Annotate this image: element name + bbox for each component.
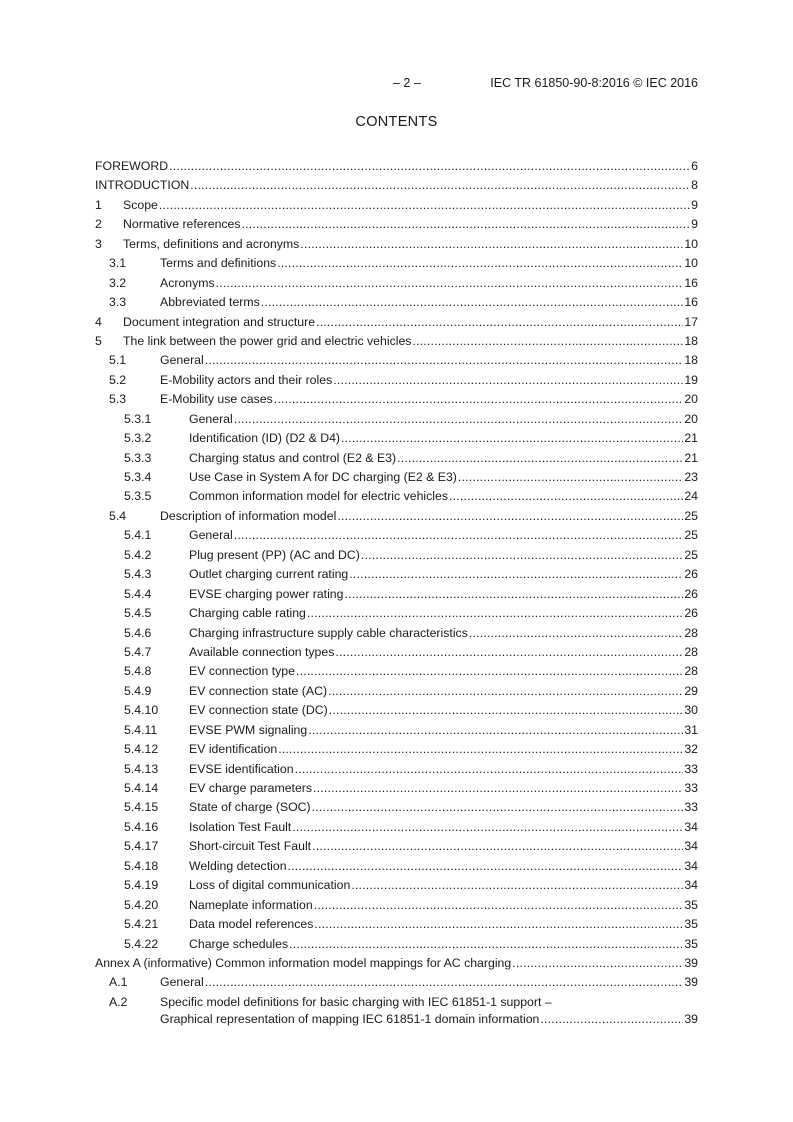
toc-entry-number: 4 — [95, 314, 102, 329]
toc-entry-page: 26 — [684, 586, 698, 601]
toc-leader-dots — [335, 643, 683, 662]
toc-leader-dots — [328, 682, 683, 701]
toc-entry[interactable] — [95, 507, 698, 526]
toc-entry-page: 21 — [684, 450, 698, 465]
toc-entry-title: Scope — [123, 197, 158, 212]
toc-entry-page: 28 — [684, 644, 698, 659]
toc-entry-title: The link between the power grid and electric vehicles — [123, 333, 412, 348]
toc-leader-dots — [329, 701, 684, 720]
toc-entry-page: 25 — [684, 547, 698, 562]
toc-leader-dots — [296, 662, 683, 681]
toc-entry-title: EVSE identification — [189, 761, 294, 776]
toc-entry-page: 32 — [684, 742, 698, 757]
toc-entry[interactable] — [95, 293, 698, 312]
toc-entry-title: Normative references — [123, 217, 241, 232]
toc-entry[interactable] — [95, 274, 698, 293]
toc-entry-page: 23 — [684, 470, 698, 484]
toc-entry[interactable] — [95, 585, 698, 604]
toc-entry-number: 5.4.15 — [124, 800, 159, 815]
toc-entry-page: 35 — [684, 917, 698, 932]
toc-leader-dots — [261, 293, 684, 312]
toc-entry-title: Description of information model — [160, 508, 337, 523]
toc-leader-dots — [469, 624, 683, 643]
toc-entry-title: FOREWORD — [95, 159, 169, 173]
toc-leader-dots — [234, 526, 684, 545]
toc-leader-dots — [300, 235, 683, 254]
toc-entry-page: 9 — [691, 197, 698, 212]
toc-entry-title: Common information model for electric vehicles — [189, 489, 449, 504]
toc-leader-dots — [341, 429, 683, 448]
toc-entry[interactable] — [95, 546, 698, 565]
toc-entry-number: A.2 — [109, 994, 128, 1009]
toc-leader-dots — [278, 740, 683, 759]
toc-leader-dots — [412, 332, 683, 351]
toc-entry-title: State of charge (SOC) — [189, 800, 311, 815]
toc-entry-page: 26 — [684, 567, 698, 582]
toc-entry-title: Annex A (informative) Common information model mappings for AC charging — [95, 955, 512, 970]
toc-entry-title: EV connection type — [189, 664, 295, 679]
toc-entry-page: 34 — [684, 819, 698, 834]
toc-entry-page: 33 — [684, 781, 698, 795]
toc-entry-number: 3.3 — [109, 295, 127, 310]
toc-entry-number: 5.3.3 — [124, 450, 152, 465]
toc-leader-dots — [349, 565, 683, 584]
toc-entry-number: 5.4.9 — [124, 683, 152, 698]
toc-entry[interactable] — [95, 915, 698, 934]
toc-entry-number: 5.4.20 — [124, 897, 159, 912]
toc-entry-number: 5.4.4 — [124, 586, 152, 601]
toc-entry-page: 6 — [691, 159, 698, 173]
toc-entry-page: 39 — [684, 1011, 698, 1026]
toc-leader-dots — [295, 760, 684, 779]
toc-entry[interactable] — [95, 215, 698, 234]
toc-entry-title: Terms and definitions — [160, 256, 277, 271]
toc-entry-title: Welding detection — [189, 858, 287, 873]
toc-entry-title: EVSE PWM signaling — [189, 722, 308, 737]
toc-leader-dots — [361, 546, 683, 565]
toc-entry[interactable] — [95, 157, 698, 176]
toc-leader-dots — [159, 196, 690, 215]
toc-entry-title: Terms, definitions and acronyms — [123, 236, 300, 251]
toc-entry[interactable] — [95, 837, 698, 856]
toc-entry-title: EVSE charging power rating — [189, 586, 344, 601]
toc-leader-dots — [205, 973, 684, 992]
toc-entry-page: 9 — [691, 217, 698, 232]
toc-entry-page: 25 — [684, 528, 698, 543]
toc-entry-number: 5.4.8 — [124, 664, 152, 679]
toc-leader-dots — [308, 721, 683, 740]
toc-entry-number: 5.4.22 — [124, 936, 159, 951]
toc-entry[interactable] — [95, 701, 698, 720]
toc-entry[interactable] — [95, 410, 698, 429]
toc-entry-number: 5.4.3 — [124, 567, 152, 582]
toc-entry-number: 5.4.6 — [124, 625, 152, 640]
toc-entry-number: 5.4.10 — [124, 703, 159, 718]
toc-entry-number: 5.4.2 — [124, 547, 152, 562]
toc-entry-number: 5.2 — [109, 372, 127, 387]
toc-entry-page: 8 — [691, 178, 698, 193]
toc-leader-dots — [169, 157, 690, 176]
toc-entry[interactable] — [95, 254, 698, 273]
toc-entry-number: 5.3 — [109, 392, 127, 407]
toc-leader-dots — [292, 818, 683, 837]
toc-entry-page: 33 — [684, 761, 698, 776]
toc-leader-dots — [307, 604, 683, 623]
toc-entry-title: Loss of digital communication — [189, 878, 351, 893]
toc-entry-page: 34 — [684, 858, 698, 873]
toc-entry-page: 16 — [684, 295, 698, 310]
toc-entry-number: A.1 — [109, 975, 128, 990]
toc-entry-title: EV connection state (DC) — [189, 703, 328, 718]
toc-entry[interactable] — [95, 390, 698, 409]
toc-entry[interactable] — [95, 371, 698, 390]
table-of-contents — [95, 157, 698, 1031]
toc-entry-page: 35 — [684, 936, 698, 951]
toc-leader-dots — [333, 371, 683, 390]
toc-entry-page: 19 — [684, 372, 698, 387]
toc-entry[interactable] — [95, 954, 698, 973]
toc-entry[interactable] — [95, 565, 698, 584]
toc-entry-title: Identification (ID) (D2 & D4) — [189, 431, 341, 446]
toc-entry-page: 28 — [684, 625, 698, 640]
toc-leader-dots — [288, 857, 684, 876]
toc-entry-number: 5.4.14 — [124, 781, 159, 795]
toc-entry-page: 17 — [684, 314, 698, 329]
toc-entry-title: Plug present (PP) (AC and DC) — [189, 547, 360, 562]
page-title: CONTENTS — [355, 114, 438, 130]
toc-entry-page: 18 — [684, 333, 698, 348]
toc-entry-page: 20 — [684, 411, 698, 426]
toc-leader-dots — [351, 876, 683, 895]
toc-entry-page: 16 — [684, 275, 698, 290]
toc-entry-number: 3 — [95, 236, 102, 251]
toc-leader-dots — [540, 1011, 683, 1028]
toc-entry-number: 2 — [95, 217, 102, 232]
toc-entry[interactable] — [95, 779, 698, 798]
toc-leader-dots — [314, 915, 683, 934]
toc-entry-page: 30 — [684, 703, 698, 718]
toc-entry-title: Charging cable rating — [189, 606, 306, 621]
toc-entry[interactable] — [95, 332, 698, 351]
toc-entry[interactable] — [95, 235, 698, 254]
toc-entry-title: E-Mobility use cases — [160, 392, 273, 407]
page-header — [95, 76, 698, 92]
toc-leader-dots — [512, 954, 683, 973]
toc-entry[interactable] — [95, 740, 698, 759]
toc-entry-number: 5.4.11 — [124, 722, 158, 737]
toc-entry[interactable] — [95, 721, 698, 740]
toc-leader-dots — [312, 837, 683, 856]
page-number: – 2 – — [393, 76, 421, 90]
toc-leader-dots — [337, 507, 683, 526]
toc-entry-title: General — [160, 353, 204, 368]
toc-entry[interactable] — [95, 973, 698, 992]
document-id: IEC TR 61850-90-8:2016 © IEC 2016 — [490, 76, 698, 90]
toc-leader-dots — [458, 468, 683, 487]
toc-entry-page: 10 — [684, 236, 698, 251]
toc-entry[interactable] — [95, 798, 698, 817]
toc-entry[interactable] — [95, 760, 698, 779]
toc-entry-number: 5.4.18 — [124, 858, 159, 873]
toc-entry-number: 5.4 — [109, 508, 127, 523]
toc-entry-number: 5.3.2 — [124, 431, 152, 446]
toc-entry-number: 5 — [95, 333, 102, 348]
toc-entry-title: Isolation Test Fault — [189, 819, 292, 834]
toc-entry[interactable] — [95, 429, 698, 448]
toc-entry[interactable] — [95, 818, 698, 837]
toc-entry-page: 34 — [684, 839, 698, 854]
toc-entry-title: INTRODUCTION — [95, 178, 190, 193]
toc-entry-page: 10 — [684, 256, 698, 271]
toc-entry-number: 5.4.7 — [124, 644, 152, 659]
toc-entry-number: 5.4.5 — [124, 606, 152, 621]
toc-leader-dots — [397, 449, 683, 468]
toc-leader-dots — [312, 798, 684, 817]
toc-entry[interactable] — [95, 662, 698, 681]
toc-entry[interactable] — [95, 857, 698, 876]
toc-leader-dots — [316, 313, 683, 332]
toc-entry-number: 5.4.21 — [124, 917, 159, 932]
toc-entry-number: 5.4.16 — [124, 819, 159, 834]
toc-entry-page: 29 — [684, 683, 698, 698]
toc-entry-title: EV charge parameters — [189, 781, 313, 795]
toc-leader-dots — [205, 351, 684, 370]
toc-entry-page: 33 — [684, 800, 698, 815]
toc-entry-page: 34 — [684, 878, 698, 893]
toc-entry-page: 20 — [684, 392, 698, 407]
toc-entry-title: Document integration and structure — [123, 314, 316, 329]
toc-entry-page: 26 — [684, 606, 698, 621]
toc-entry-page: 35 — [684, 897, 698, 912]
toc-entry-page: 39 — [684, 955, 698, 970]
toc-entry[interactable] — [95, 176, 698, 195]
toc-entry-title: Short-circuit Test Fault — [189, 839, 312, 854]
toc-entry-title: General — [189, 411, 233, 426]
toc-entry-title: Acronyms — [160, 275, 215, 290]
toc-entry-number: 5.4.1 — [124, 528, 152, 543]
toc-entry[interactable] — [95, 682, 698, 701]
toc-entry-page: 24 — [684, 489, 698, 504]
toc-entry[interactable] — [95, 624, 698, 643]
toc-entry-number: 5.4.17 — [124, 839, 159, 854]
toc-entry-page: 28 — [684, 664, 698, 679]
toc-entry[interactable] — [95, 351, 698, 370]
toc-entry-number: 5.4.12 — [124, 742, 159, 757]
toc-entry-number: 5.3.5 — [124, 489, 152, 504]
toc-leader-dots — [274, 390, 684, 409]
toc-entry[interactable] — [95, 526, 698, 545]
toc-entry-title: Outlet charging current rating — [189, 567, 349, 582]
toc-entry-title: E-Mobility actors and their roles — [160, 372, 333, 387]
toc-entry-title: EV identification — [189, 742, 278, 757]
toc-entry[interactable] — [95, 604, 698, 623]
toc-entry-page: 39 — [684, 975, 698, 990]
toc-entry-title: Charging infrastructure supply cable characteristics — [189, 625, 468, 640]
toc-leader-dots — [344, 585, 683, 604]
toc-entry-number: 5.3.1 — [124, 411, 152, 426]
toc-leader-dots — [314, 896, 684, 915]
toc-leader-dots — [313, 779, 683, 798]
toc-entry-title: Abbreviated terms — [160, 295, 260, 310]
toc-leader-dots — [289, 935, 683, 954]
toc-entry-title: EV connection state (AC) — [189, 683, 328, 698]
toc-entry-page: 21 — [684, 431, 698, 446]
toc-entry-number: 5.1 — [109, 353, 127, 368]
toc-leader-dots — [242, 215, 691, 234]
toc-entry[interactable] — [95, 643, 698, 662]
toc-entry-page: 18 — [684, 353, 698, 368]
toc-entry-title-line2: Graphical representation of mapping IEC 61851-1 domain information — [160, 1011, 540, 1026]
toc-entry[interactable] — [95, 449, 698, 468]
toc-leader-dots — [277, 254, 683, 273]
toc-entry-title: Nameplate information — [189, 897, 313, 912]
toc-entry-number: 5.3.4 — [124, 470, 152, 484]
toc-entry-page: 31 — [684, 722, 698, 737]
toc-leader-dots — [216, 274, 684, 293]
toc-entry[interactable] — [95, 876, 698, 895]
toc-entry-page: 25 — [684, 508, 698, 523]
toc-entry[interactable] — [95, 313, 698, 332]
toc-leader-dots — [234, 410, 684, 429]
toc-entry-title: Charge schedules — [189, 936, 289, 951]
toc-entry-title: Use Case in System A for DC charging (E2 & E3) — [189, 470, 457, 484]
toc-entry[interactable] — [95, 468, 698, 487]
toc-entry[interactable] — [95, 487, 698, 506]
toc-entry-title: Charging status and control (E2 & E3) — [189, 450, 397, 465]
toc-entry-title: General — [160, 975, 204, 990]
toc-entry-number: 3.1 — [109, 256, 127, 271]
toc-entry[interactable] — [95, 896, 698, 915]
toc-entry[interactable] — [95, 196, 698, 215]
toc-entry-number: 5.4.13 — [124, 761, 159, 776]
toc-entry-number: 5.4.19 — [124, 878, 159, 893]
toc-entry[interactable] — [95, 993, 698, 1031]
toc-leader-dots — [190, 176, 690, 195]
toc-entry-title: Data model references — [189, 917, 314, 932]
toc-entry-number: 3.2 — [109, 275, 127, 290]
toc-entry[interactable] — [95, 935, 698, 954]
toc-entry-title: Available connection types — [189, 644, 335, 659]
toc-leader-dots — [449, 487, 683, 506]
toc-entry-number: 1 — [95, 197, 102, 212]
toc-entry-title: General — [189, 528, 233, 543]
toc-entry-title-line1: Specific model definitions for basic charging with IEC 61851-1 support – — [160, 994, 552, 1009]
